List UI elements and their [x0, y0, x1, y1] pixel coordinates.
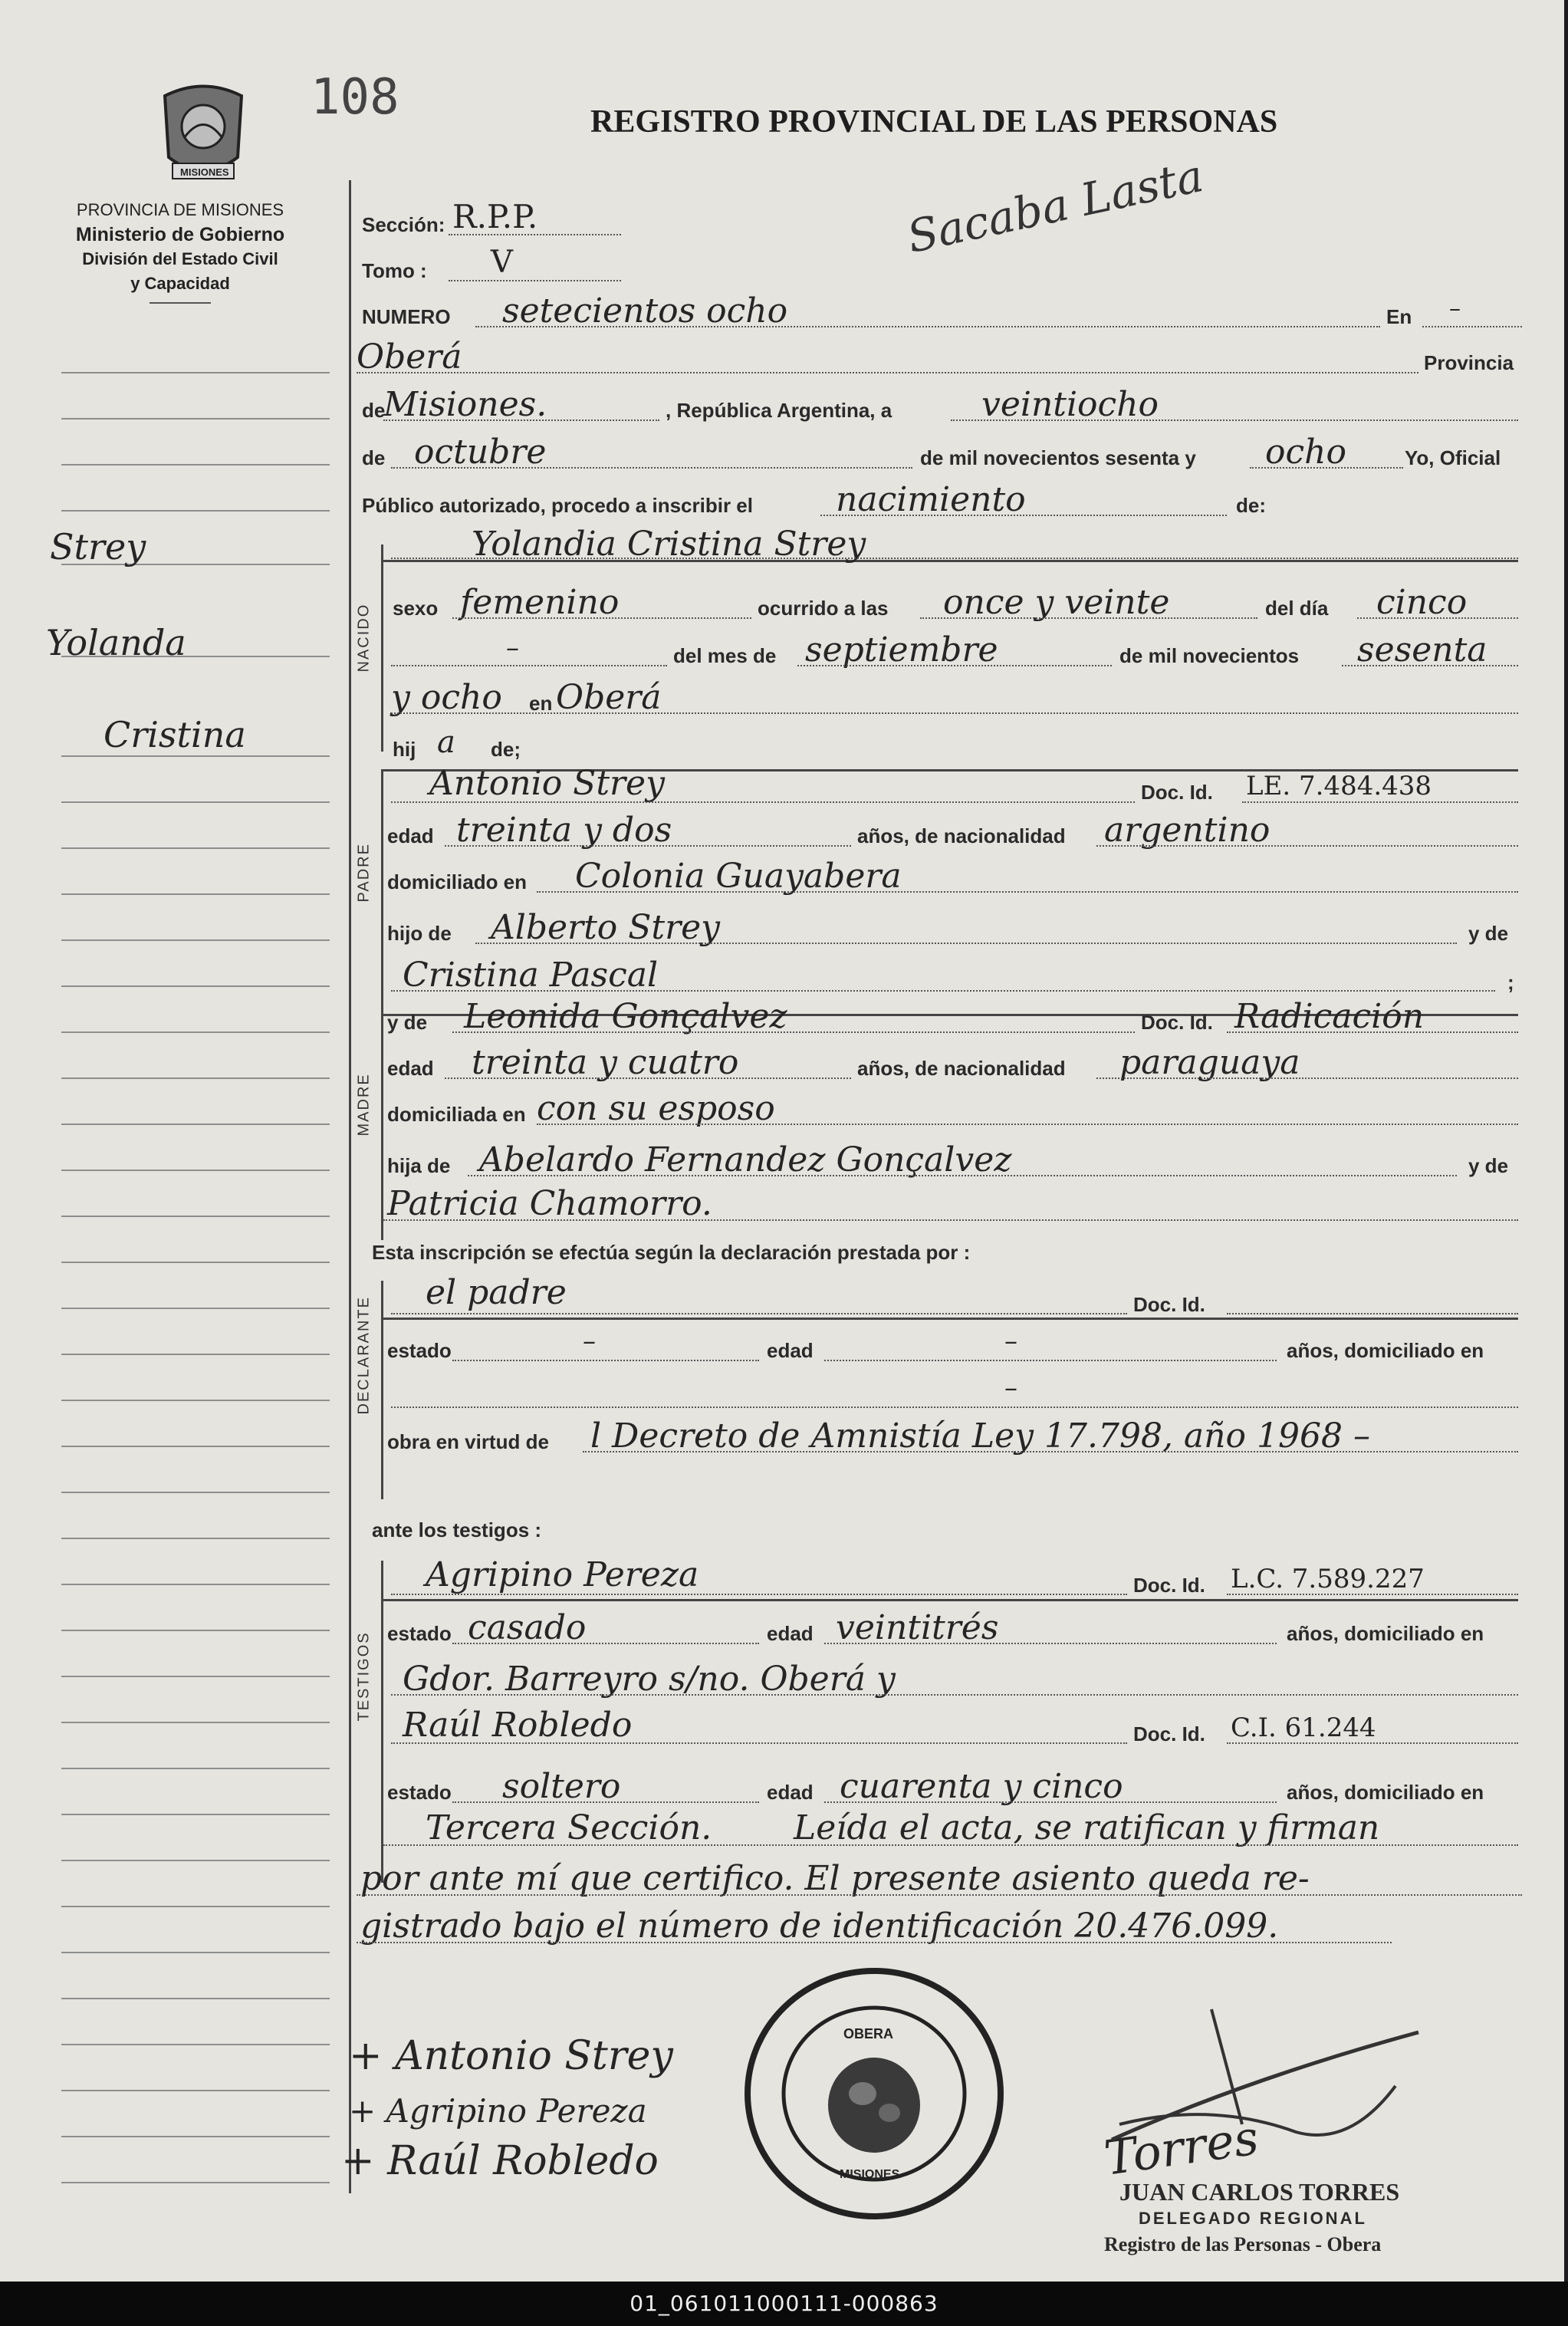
sexo-value: femenino: [460, 583, 620, 622]
t2-edad: cuarenta y cinco: [840, 1767, 1123, 1806]
agency-block: [46, 198, 314, 304]
signature-flourish: [1096, 1994, 1434, 2163]
lugar-value: Oberá: [556, 678, 662, 717]
localidad-value: Oberá: [357, 337, 462, 377]
agency-division: División del Estado Civil: [82, 249, 278, 268]
acto-value: nacimiento: [836, 480, 1026, 519]
hija-suffix: a: [437, 725, 455, 760]
padre-madre: Cristina Pascal: [403, 956, 659, 995]
hora-value: once y veinte: [943, 583, 1170, 622]
madre-edad-label: edad: [387, 1057, 434, 1080]
numero-value: setecientos ocho: [502, 291, 788, 331]
declarante-estado: –: [583, 1326, 596, 1357]
declarante-doc-label: Doc. Id.: [1133, 1293, 1205, 1316]
declarante-nombre: el padre: [426, 1273, 567, 1312]
obra-label: obra en virtud de: [387, 1430, 549, 1453]
t1-domicilio: Gdor. Barreyro s/no. Oberá y: [403, 1660, 896, 1699]
sexo-label: sexo: [393, 597, 439, 620]
closing-line-1: Leída el acta, se ratifican y firman: [794, 1808, 1380, 1847]
padre-hijo-label: hijo de: [387, 922, 452, 945]
file-id: 01_061011000111-000863: [630, 2291, 938, 2316]
madre-y-de-label2: y de: [1468, 1154, 1509, 1177]
declarante-edad-label: edad: [767, 1339, 814, 1362]
madre-edad: treinta y cuatro: [472, 1043, 739, 1082]
anio-inscripcion: ocho: [1265, 433, 1346, 472]
dia-inscripcion: veintiocho: [981, 385, 1159, 424]
madre-anos-label: años, de nacionalidad: [857, 1057, 1066, 1080]
declarante-edad: –: [1004, 1326, 1017, 1357]
page-title: REGISTRO PROVINCIAL DE LAS PERSONAS: [590, 104, 1278, 140]
t1-nombre: Agripino Pereza: [426, 1555, 699, 1594]
ante-label: ante los testigos :: [372, 1518, 542, 1541]
t2-estado: soltero: [502, 1767, 621, 1806]
republica-label: , República Argentina, a: [666, 399, 892, 422]
inscripcion-label: Esta inscripción se efectúa según la declaración prestada por :: [372, 1241, 971, 1264]
seccion-label: Sección:: [362, 213, 445, 236]
numero-label: NUMERO: [362, 305, 451, 328]
madre-nacionalidad: paraguaya: [1119, 1043, 1300, 1082]
yo-oficial-label: Yo, Oficial: [1405, 446, 1501, 469]
t2-domicilio: Tercera Sección.: [426, 1808, 712, 1847]
madre-doc-value: Radicación: [1234, 997, 1425, 1036]
mes-value: septiembre: [805, 630, 998, 670]
de-label-2: de: [362, 446, 386, 469]
seal-caption: MISIONES: [180, 166, 229, 178]
de-semicolon-label: de;: [491, 738, 521, 761]
agency-capacity: y Capacidad: [130, 274, 230, 293]
t1-estado-label: estado: [387, 1622, 452, 1645]
provincia-value: Misiones.: [383, 385, 547, 424]
official-name: JUAN CARLOS TORRES: [1119, 2178, 1400, 2206]
t2-doc-label: Doc. Id.: [1133, 1722, 1205, 1745]
official-stamp: [740, 1963, 1008, 2224]
dia-value: cinco: [1376, 583, 1468, 622]
signature-witness-2: + Raúl Robledo: [341, 2138, 659, 2184]
en-label: En: [1386, 305, 1412, 328]
stamp-province: MISIONES: [840, 2168, 900, 2181]
de-mil-nov-label: de mil novecientos: [1119, 644, 1300, 667]
dash-value: –: [506, 633, 519, 663]
madre-domicilio: con su esposo: [537, 1089, 775, 1128]
official-office: Registro de las Personas - Obera: [1104, 2233, 1382, 2255]
t2-estado-label: estado: [387, 1781, 452, 1804]
en-lower-label: en: [529, 692, 553, 715]
agency-province: PROVINCIA DE MISIONES: [76, 200, 284, 219]
margin-note-first-name: Yolanda: [46, 622, 186, 663]
stamp-city: OBERA: [843, 2026, 894, 2041]
ocurrido-label: ocurrido a las: [758, 597, 889, 620]
padre-nacionalidad: argentino: [1104, 811, 1271, 850]
padre-doc-value: LE. 7.484.438: [1246, 771, 1432, 801]
padre-nombre: Antonio Strey: [429, 764, 665, 803]
de-colon-label: de:: [1236, 494, 1266, 517]
mes-inscripcion: octubre: [414, 433, 547, 472]
seccion-value: R.P.P.: [452, 198, 538, 235]
padre-anos-label: años, de nacionalidad: [857, 824, 1066, 847]
madre-madre: Patricia Chamorro.: [387, 1184, 712, 1223]
del-mes-label: del mes de: [673, 644, 777, 667]
signature-witness-1: + Agripino Pereza: [349, 2092, 647, 2130]
padre-edad: treinta y dos: [456, 811, 672, 850]
obra-value: l Decreto de Amnistía Ley 17.798, año 1968 –: [590, 1416, 1370, 1456]
nacido-nombre: Yolandia Cristina Strey: [472, 525, 866, 564]
agency-ministry: Ministerio de Gobierno: [75, 224, 285, 245]
madre-hija-label: hija de: [387, 1154, 451, 1177]
declarante-anos-label: años, domiciliado en: [1287, 1339, 1484, 1362]
folio-number: 108: [311, 69, 399, 126]
tomo-label: Tomo :: [362, 259, 427, 282]
madre-doc-label: Doc. Id.: [1141, 1011, 1213, 1034]
provincial-seal: [153, 81, 253, 188]
madre-nombre: Leonida Gonçalvez: [464, 997, 787, 1036]
t2-edad-label: edad: [767, 1781, 814, 1804]
de-label-1: de: [362, 399, 386, 422]
publico-label: Público autorizado, procedo a inscribir el: [362, 494, 753, 517]
en-value: –: [1449, 295, 1461, 322]
t1-anos-label: años, domiciliado en: [1287, 1622, 1484, 1645]
semicolon-label: ;: [1507, 971, 1514, 994]
t1-doc-label: Doc. Id.: [1133, 1574, 1205, 1597]
padre-domicilio: Colonia Guayabera: [575, 857, 902, 896]
padre-edad-label: edad: [387, 824, 434, 847]
t2-doc: C.I. 61.244: [1231, 1712, 1376, 1743]
section-label-nacido: NACIDO: [355, 603, 373, 673]
official-signature: Torres: [1100, 2109, 1262, 2186]
file-id-bar: [0, 2282, 1568, 2326]
t1-edad-label: edad: [767, 1622, 814, 1645]
madre-padre: Abelardo Fernandez Gonçalvez: [479, 1140, 1012, 1179]
de-mil-label: de mil novecientos sesenta y: [920, 446, 1196, 469]
tomo-value: V: [491, 245, 513, 280]
signature-father: + Antonio Strey: [349, 2033, 673, 2079]
official-title: DELEGADO REGIONAL: [1139, 2209, 1367, 2228]
anio-nac-a: sesenta: [1357, 630, 1487, 670]
anio-nac-b: y ocho: [391, 678, 502, 717]
top-signature: Sacaba Lasta: [902, 149, 1208, 264]
madre-dom-label: domiciliada en: [387, 1103, 526, 1126]
padre-y-de-label: y de: [1468, 922, 1509, 945]
section-label-testigos: TESTIGOS: [355, 1631, 373, 1722]
t1-edad: veintitrés: [836, 1608, 999, 1647]
t2-nombre: Raúl Robledo: [403, 1706, 633, 1745]
margin-note-middle-name: Cristina: [104, 714, 246, 755]
padre-doc-label: Doc. Id.: [1141, 781, 1213, 804]
t1-estado: casado: [468, 1608, 587, 1647]
section-label-padre: PADRE: [355, 843, 373, 903]
padre-dom-label: domiciliado en: [387, 870, 528, 893]
stamp-seal-icon: [740, 1963, 1008, 2224]
t1-doc: L.C. 7.589.227: [1231, 1564, 1425, 1594]
hij-label: hij: [393, 738, 416, 761]
declarante-estado-label: estado: [387, 1339, 452, 1362]
closing-line-2: por ante mí que certifico. El presente asiento queda re-: [360, 1859, 1310, 1898]
padre-padre: Alberto Strey: [491, 908, 720, 947]
t2-anos-label: años, domiciliado en: [1287, 1781, 1484, 1804]
declarante-dash: –: [1004, 1373, 1017, 1403]
madre-y-de-label: y de: [387, 1011, 428, 1034]
provincia-label: Provincia: [1424, 351, 1514, 374]
del-dia-label: del día: [1265, 597, 1329, 620]
closing-line-3: gistrado bajo el número de identificación 20.476.099.: [360, 1907, 1279, 1946]
section-label-declarante: DECLARANTE: [355, 1296, 373, 1415]
section-label-madre: MADRE: [355, 1073, 373, 1137]
main-border: [349, 180, 351, 2193]
margin-note-surname: Strey: [50, 526, 146, 568]
